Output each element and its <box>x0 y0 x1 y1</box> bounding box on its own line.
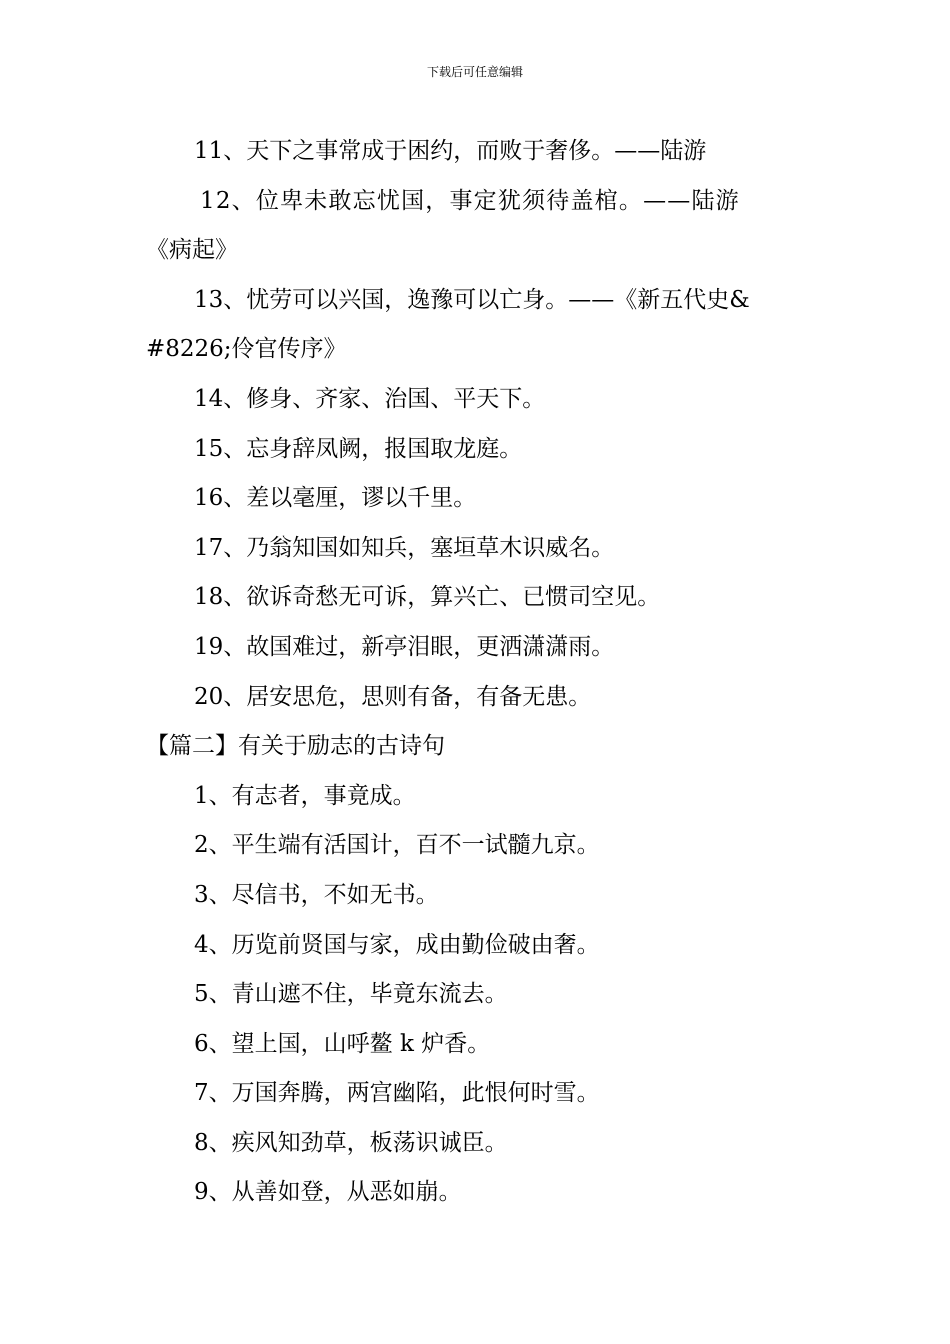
document-body <box>146 127 816 1218</box>
quote-line: 20、居安思危，思则有备，有备无患。 <box>194 683 592 710</box>
quote-line: 7、万国奔腾，两宫幽陷，此恨何时雪。 <box>194 1080 600 1107</box>
quote-line: 5、青山遮不住，毕竟东流去。 <box>194 981 508 1008</box>
quote-line: 4、历览前贤国与家，成由勤俭破由奢。 <box>194 931 600 958</box>
quote-line: 1、有志者，事竟成。 <box>194 782 416 809</box>
quote-line: 17、乃翁知国如知兵，塞垣草木识威名。 <box>194 534 615 561</box>
quote-line-continuation: #8226;伶官传序》 <box>146 336 347 363</box>
page-header: 下载后可任意编辑 <box>426 65 523 79</box>
section-heading: 【篇二】有关于励志的古诗句 <box>146 733 445 760</box>
quote-line: 19、故国难过，新亭泪眼，更洒潇潇雨。 <box>194 633 615 660</box>
quote-line: 12、位卑未敢忘忧国，事定犹须待盖棺。——陆游 <box>200 187 740 214</box>
quote-line: 16、差以毫厘，谬以千里。 <box>194 485 477 512</box>
quote-line: 13、忧劳可以兴国，逸豫可以亡身。——《新五代史& <box>194 286 750 313</box>
quote-line-continuation: 《病起》 <box>146 237 238 264</box>
quote-line: 2、平生端有活国计，百不一试髓九京。 <box>194 832 600 859</box>
quote-line: 8、疾风知劲草，板荡识诚臣。 <box>194 1129 508 1156</box>
quote-line: 11、天下之事常成于困约，而败于奢侈。——陆游 <box>194 138 707 164</box>
quote-line: 15、忘身辞凤阙，报国取龙庭。 <box>194 435 523 462</box>
quote-line: 6、望上国，山呼鳌 k 炉香。 <box>194 1030 491 1057</box>
quote-line: 3、尽信书，不如无书。 <box>194 881 439 908</box>
quote-line: 14、修身、齐家、治国、平天下。 <box>194 385 546 412</box>
quote-line: 18、欲诉奇愁无可诉，算兴亡、已惯司空见。 <box>194 584 661 611</box>
quote-line: 9、从善如登，从恶如崩。 <box>194 1179 462 1206</box>
